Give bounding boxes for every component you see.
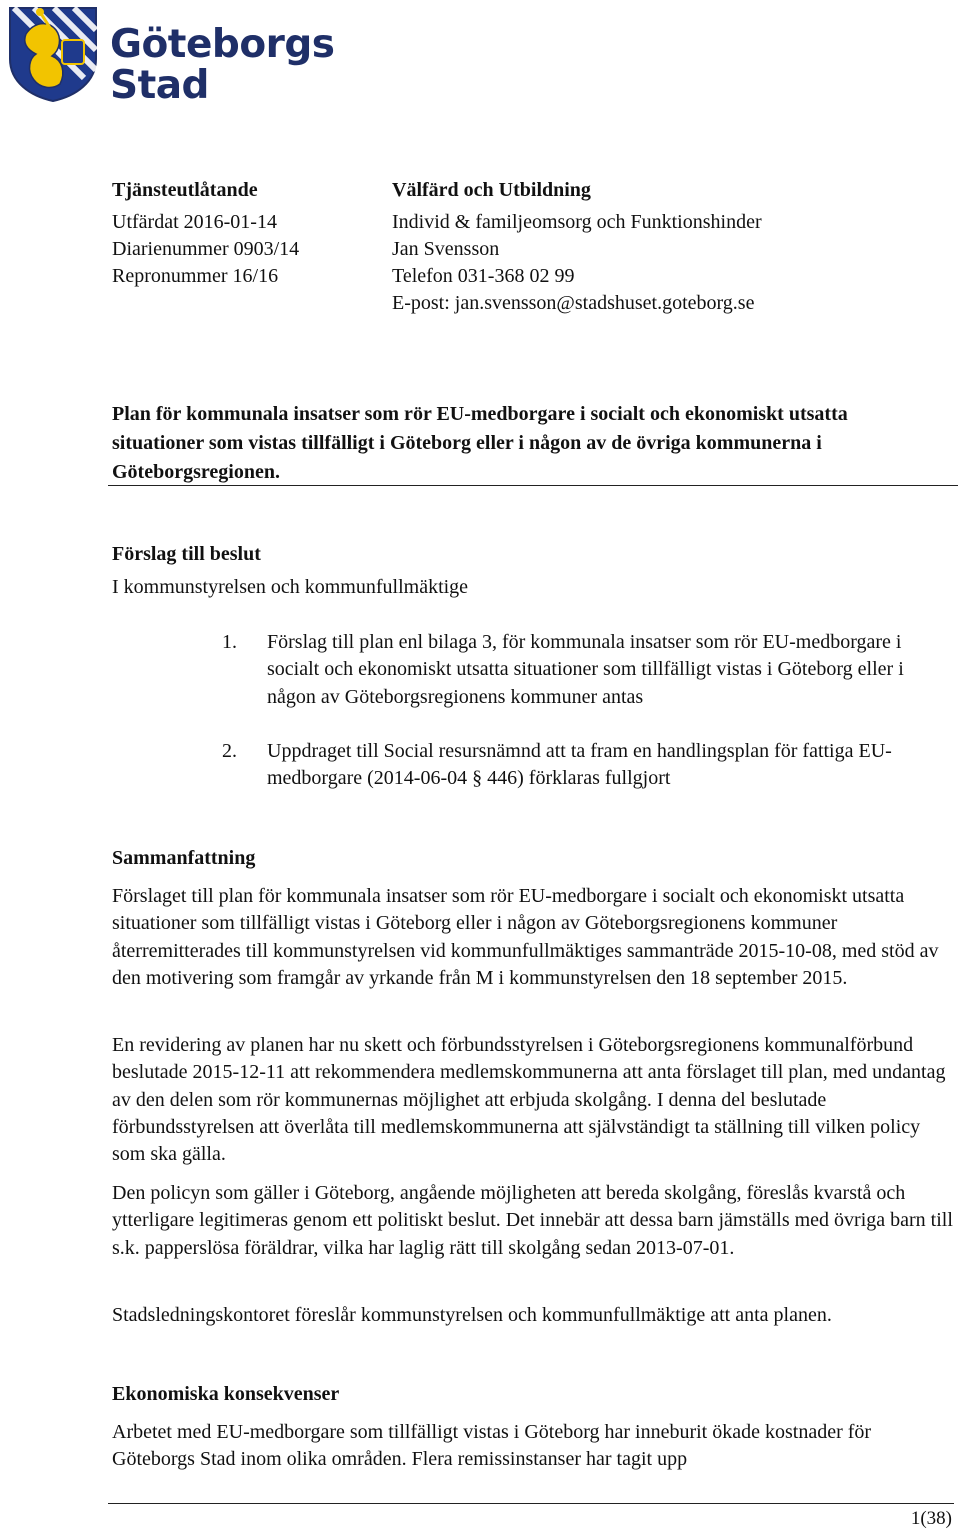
list-number: 1. [222,631,237,653]
unit: Individ & familjeomsorg och Funktionshinder [392,211,762,233]
list-number: 2. [222,740,237,762]
department: Välfärd och Utbildning [392,179,591,201]
contact-phone: Telefon 031-368 02 99 [392,265,575,287]
summary-paragraph: En revidering av planen har nu skett och förbundsstyrelsen i Göteborgsregionens kommunalförbund beslutade 2015-12-11 att rekommendera medlemskommunerna att anta förslaget till plan, med undantag av den delen som rör kommunernas möjlighet att erbjuda skolgång. I denna del beslutade förbundsstyrelsen att överlåta till medlemskommunerna att självständigt ta ställning till vilken policy som ska gälla. [112,1034,946,1166]
contact-email: E-post: jan.svensson@stadshuset.goteborg.se [392,292,755,314]
issued-date: Utfärdat 2016-01-14 [112,211,277,233]
list-text: Uppdraget till Social resursnämnd att ta fram en handlingsplan för fattiga EU-medborgare (2014-06-04 § 446) förklaras fullgjort [267,740,892,790]
contact-name: Jan Svensson [392,238,500,260]
logo-line-1: Göteborgs [110,22,335,67]
page-number: 1(38) [910,1508,952,1529]
repro-number: Repronummer 16/16 [112,265,279,287]
economy-heading: Ekonomiska konsekvenser [112,1383,340,1405]
proposal-subheading: I kommunstyrelsen och kommunfullmäktige [112,576,469,598]
city-wordmark [110,24,334,106]
summary-paragraph: Stadsledningskontoret föreslår kommunstyrelsen och kommunfullmäktige att anta planen. [112,1304,832,1326]
proposal-item [222,629,957,714]
document-title: Plan för kommunala insatser som rör EU-medborgare i socialt och ekonomiskt utsatta situationer som vistas tillfälligt i Göteborg eller i någon av de övriga kommunerna i Göteborgsregionen. [112,403,848,483]
proposal-item [222,738,957,796]
title-divider [108,485,958,486]
logo-line-2: Stad [110,63,209,108]
doc-type: Tjänsteutlåtande [112,179,258,201]
footer-divider [108,1503,954,1504]
list-text: Förslag till plan enl bilaga 3, för kommunala insatser som rör EU-medborgare i socialt och ekonomiskt utsatta situationer som tillfälligt vistas i Göteborg eller i någon av Göteborgsregionens kommuner antas [267,631,904,708]
proposal-heading: Förslag till beslut [112,543,261,565]
summary-paragraph: Förslaget till plan för kommunala insatser som rör EU-medborgare i socialt och ekonomiskt utsatta situationer som tillfälligt vistas i Göteborg eller i någon av Göteborgsregionens kommuner återremitterades till kommunstyrelsen vid kommunfullmäktiges sammanträde 2015-10-08, med stöd av den motivering som framgår av yrkande från M i kommunstyrelsen den 18 september 2015. [112,885,939,989]
summary-heading: Sammanfattning [112,847,256,869]
summary-paragraph: Den policyn som gäller i Göteborg, angående möjligheten att bereda skolgång, föreslås kvarstå och ytterligare legitimeras genom ett politiskt beslut. Det innebär att dessa barn jämställs med övriga barn till s.k. papperslösa föräldrar, vilka har laglig rätt till skolgång sedan 2013-07-01. [112,1182,953,1259]
diary-number: Diarienummer 0903/14 [112,238,300,260]
city-coat-of-arms-logo [4,4,102,102]
economy-paragraph: Arbetet med EU-medborgare som tillfälligt vistas i Göteborg har inneburit ökade kostnader för Göteborgs Stad inom olika områden. Flera remissinstanser har tagit upp [112,1421,872,1471]
